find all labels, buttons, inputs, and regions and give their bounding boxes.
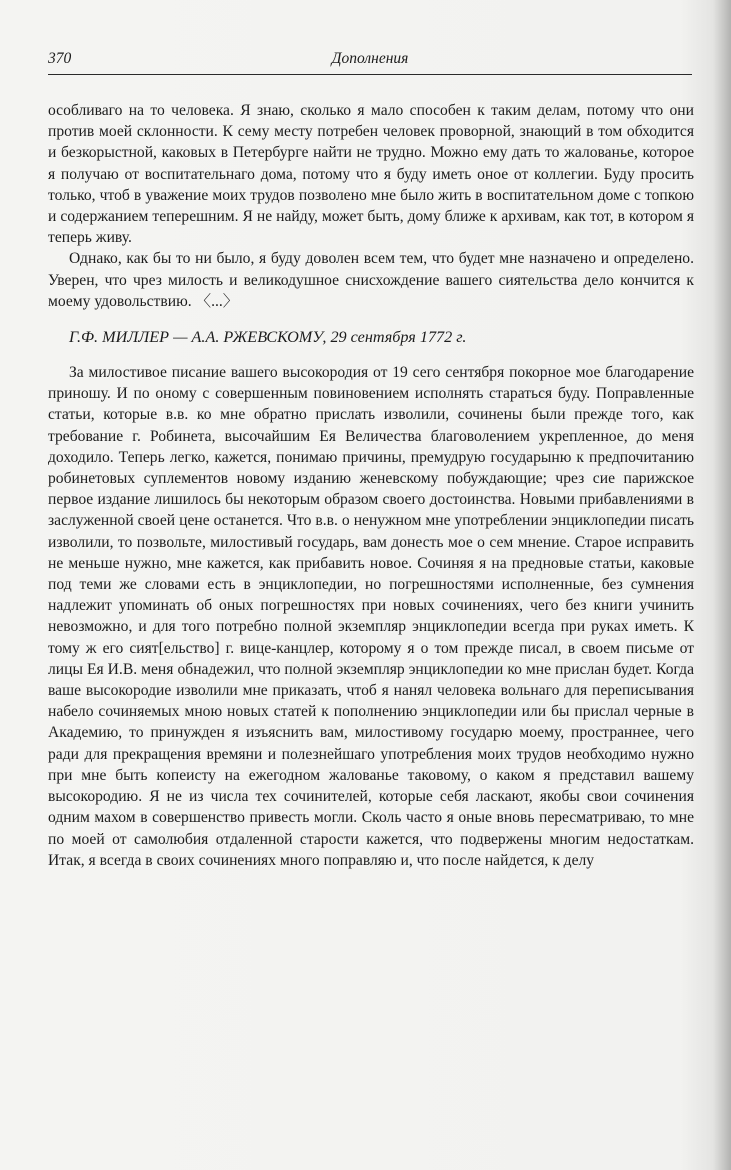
paragraph-continued: особливаго на то человека. Я знаю, сколько я мало способен к таким делам, потому что они против моей склонности. К сему месту потребен человек проворной, знающий в том обходится и безкорыстной, каковых в Петербурге найти не трудно. Можно ему дать то жалованье, которое я получаю от воспитательнаго дома, потому что я буду иметь оное от коллегии. Буду просить только, чтоб в уважение моих трудов позволено мне было жить в воспитательном доме с топкою и содержанием теперешним. Я не найду, может быть, дому ближе к архивам, как тот, в котором я теперь живу. [48,102,694,247]
running-header [48,48,692,75]
letter-paragraph: За милостивое писание вашего высокородия от 19 сего сентября покорное мое благодарение приношу. И по оному с совершенным повиновением исполнять стараться буду. Поправленные статьи, которые в.в. ко мне обратно прислать изволили, сочинены были прежде того, как требование г. Робинета, высочайшим Ея Величества благоволением укрепленное, до меня доходило. Теперь легко, кажется, понимаю причины, премудрую государыню к предпочитанию робинетовых суплементов новому изданию женевскому побуждающие; чрез сие парижское первое издание лишилось бы некоторым образом своего достоинства. Новыми прибавлениями в заслуженной своей цене останется. Что в.в. о ненужном мне употреблении энциклопедии писать изволили, то позвольте, милостивый государь, вам донесть мое о сем мнение. Старое исправить не меньше нужно, мне кажется, как прибавить новое. Сочиняя я на предновые статьи, каковые под теми же словами есть в энциклопедии, но погрешностями исполненные, без сумнения надлежит упоминать об оных погрешностях при новых сочинениях, чего без книги учинить невозможно, и для того потребно полной экземпляр энциклопедии всегда при руках иметь. К тому ж его сият[ельство] г. вице-канцлер, которому я о том прежде писал, в своем письме от лицы Ея И.В. меня обнадежил, что полной экземпляр энциклопедии ко мне прислан будет. Когда ваше высокородие изволили мне приказать, чтоб я нанял человека вольнаго для переписывания набело сочиняемых мною новых статей к пополнению энциклопедии или бы прислал черные в Академию, то принужден я изъяснить вам, милостивому государю моему, пространнее, чего ради для прекращения времяни и полезнейшаго употребления моих трудов необходимо нужно при мне быть копеисту на ежегодном жалованье таковому, о каком я представил вашему высокородию. Я не из числа тех сочинителей, которые себя ласкают, якобы свои сочинения одним махом в совершенство привесть могли. Сколь часто я оные вновь пересматриваю, то мне по моей от самолюбия отдаленной старости кажется, что подвержены многим недостаткам. Итак, я всегда в своих сочинениях много поправляю и, что после найдется, к делу [48,364,694,869]
paragraph: Однако, как бы то ни было, я буду доволен всем тем, что будет мне назначено и определено. Уверен, что чрез милость и великодушное снисхождение вашего сиятельства дело кончится к моему удовольствию. 〈...〉 [48,250,694,310]
page-number: 370 [48,50,72,67]
running-title: Дополнения [331,50,409,67]
page-edge-shadow [713,0,731,1170]
text-body [48,100,694,871]
letter-heading: Г.Ф. МИЛЛЕР — А.А. РЖЕВСКОМУ, 29 сентября 1772 г. [69,328,467,347]
